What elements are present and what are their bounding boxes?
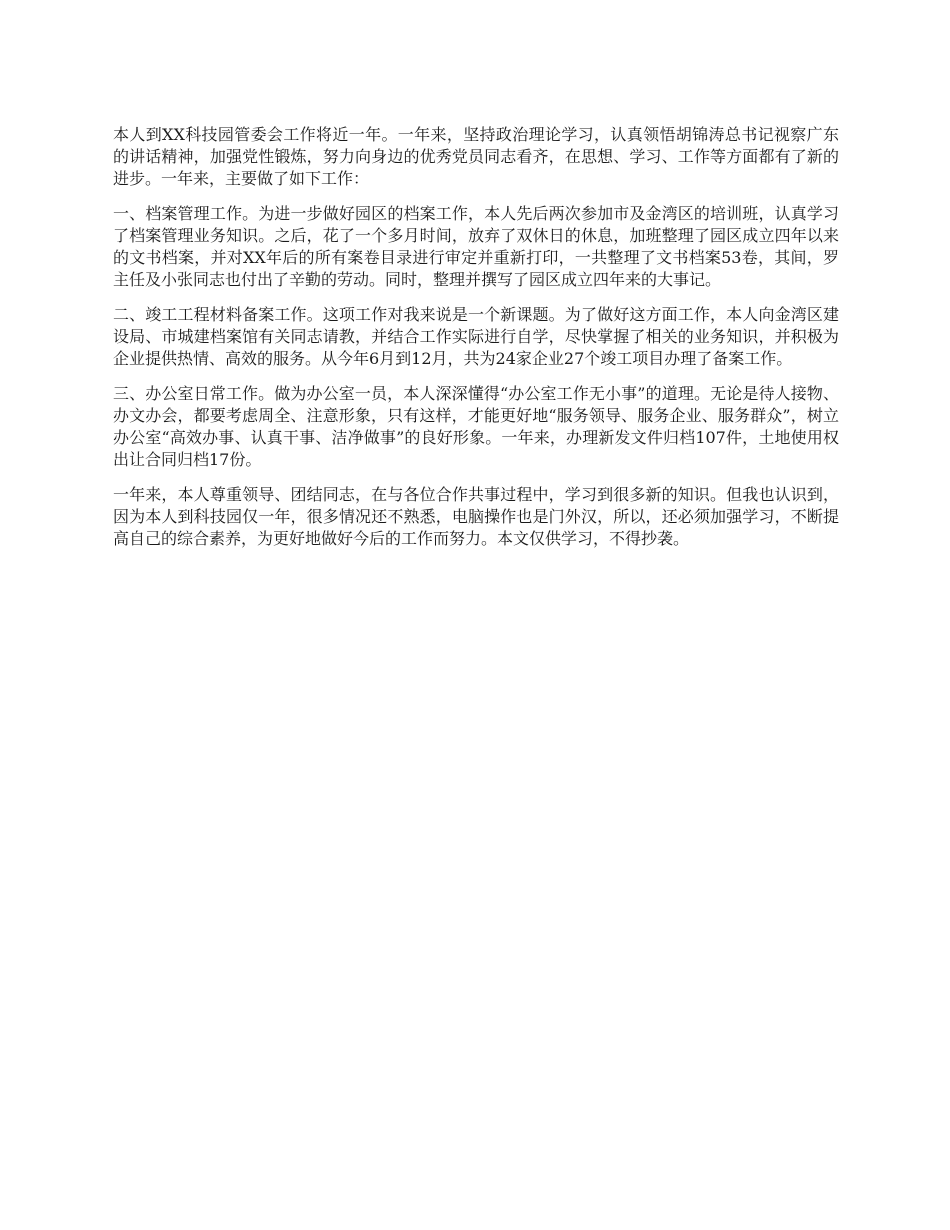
document-body — [113, 124, 839, 563]
paragraph-office-work: 三、办公室日常工作。做为办公室一员，本人深深懂得“办公室工作无小事”的道理。无论是待人接物、办文办会，都要考虑周全、注意形象，只有这样，才能更好地“服务领导、服务企业、服务群众”，树立办公室“高效办事、认真干事、洁净做事”的良好形象。一年来，办理新发文件归档107件，土地使用权出让合同归档17份。 — [113, 384, 839, 469]
paragraph-intro: 本人到XX科技园管委会工作将近一年。一年来，坚持政治理论学习，认真领悟胡锦涛总书记视察广东的讲话精神，加强党性锻炼，努力向身边的优秀党员同志看齐，在思想、学习、工作等方面都有了新的进步。一年来，主要做了如下工作： — [113, 125, 839, 188]
paragraph-archive-management: 一、档案管理工作。为进一步做好园区的档案工作，本人先后两次参加市及金湾区的培训班，认真学习了档案管理业务知识。之后，花了一个多月时间，放弃了双休日的休息，加班整理了园区成立四年以来的文书档案，并对XX年后的所有案卷目录进行审定并重新打印，一共整理了文书档案53卷，其间，罗主任及小张同志也付出了辛勤的劳动。同时，整理并撰写了园区成立四年来的大事记。 — [113, 204, 839, 289]
paragraph-conclusion: 一年来，本人尊重领导、团结同志，在与各位合作共事过程中，学习到很多新的知识。但我也认识到，因为本人到科技园仅一年，很多情况还不熟悉，电脑操作也是门外汉，所以，还必须加强学习，不断提高自己的综合素养，为更好地做好今后的工作而努力。本文仅供学习，不得抄袭。 — [113, 485, 839, 548]
paragraph-completion-filing: 二、竣工工程材料备案工作。这项工作对我来说是一个新课题。为了做好这方面工作，本人向金湾区建设局、市城建档案馆有关同志请教，并结合工作实际进行自学，尽快掌握了相关的业务知识，并积极为企业提供热情、高效的服务。从今年6月到12月，共为24家企业27个竣工项目办理了备案工作。 — [113, 305, 839, 368]
